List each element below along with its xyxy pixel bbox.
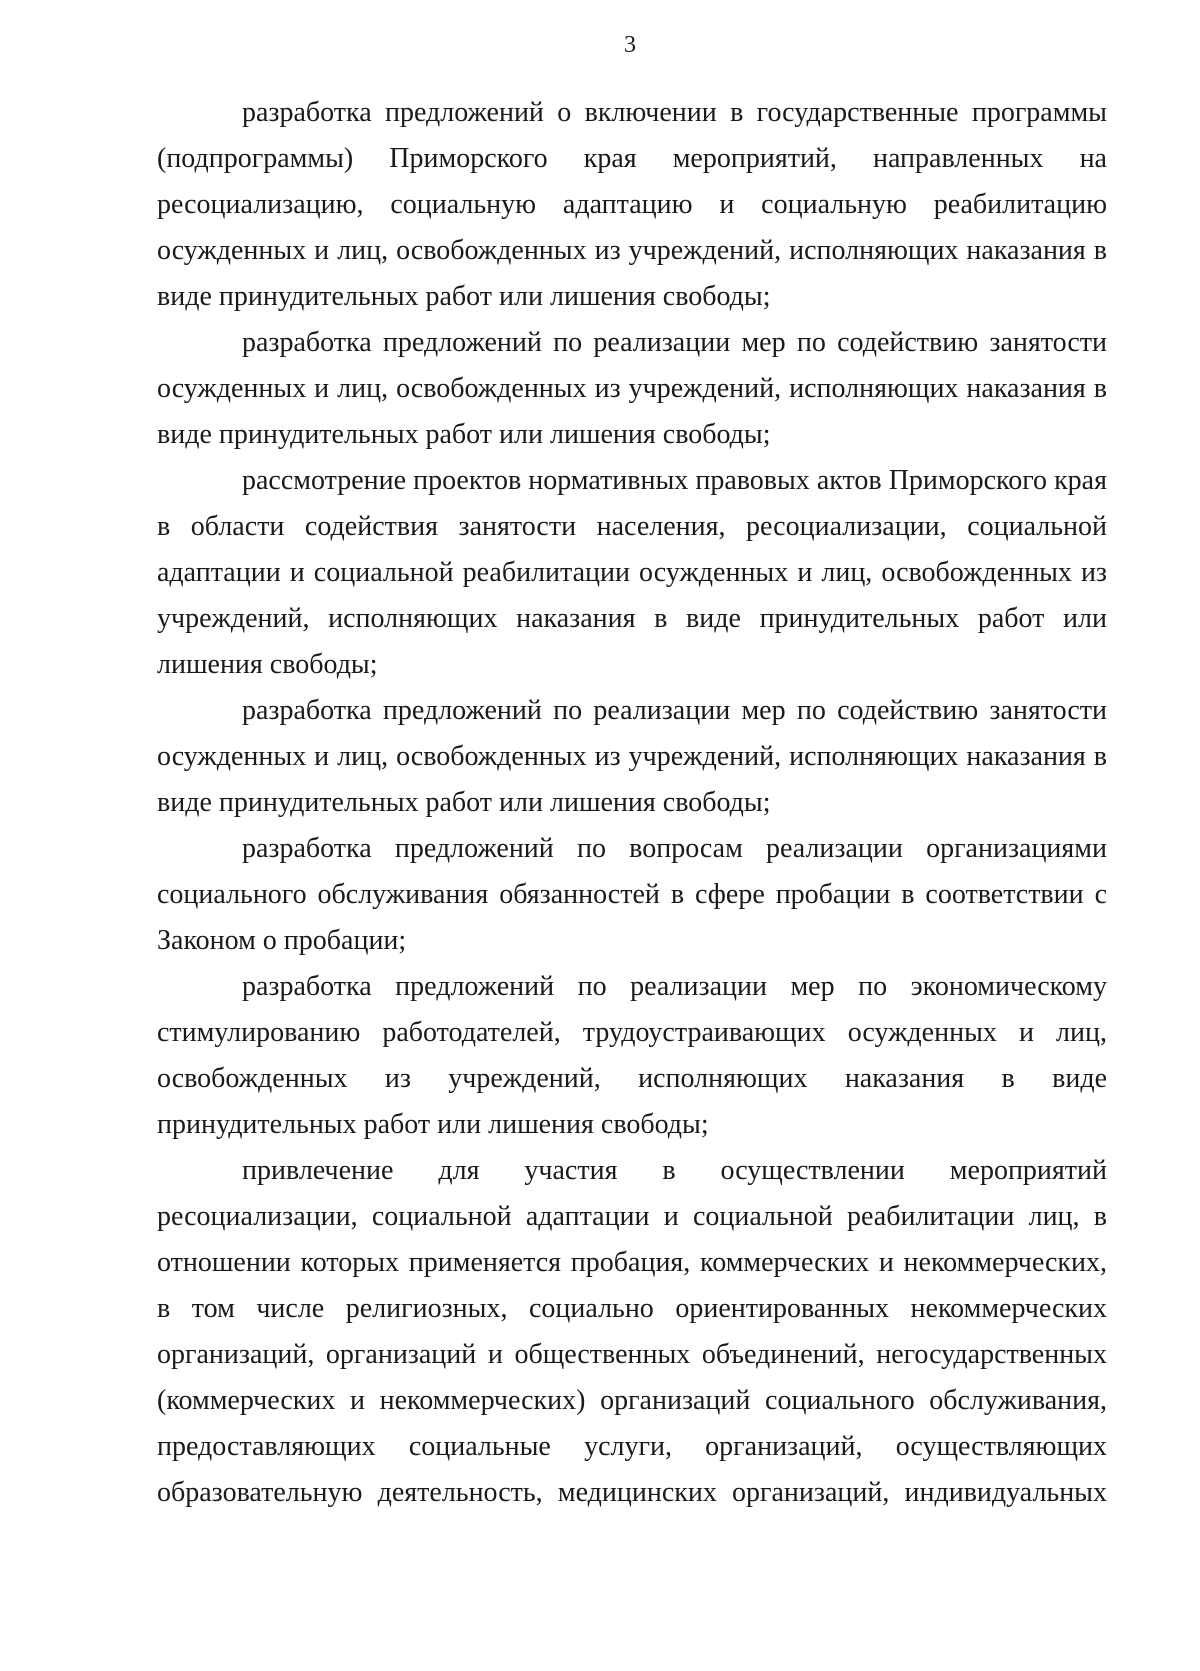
page-number: 3 (624, 32, 636, 58)
paragraph-proposals-state-programs: разработка предложений о включении в государственные программы (подпрограммы) Приморского края мероприятий, направленных на ресоциализацию, социальную адаптацию и социальную реабилитацию осужденных и лиц, освобожденных из учреждений, исполняющих наказания в виде принудительных работ или лишения свободы; (157, 97, 1107, 312)
paragraph-organizations-involvement: привлечение для участия в осуществлении мероприятий ресоциализации, социальной адаптации и социальной реабилитации лиц, в отношении которых применяется пробация, коммерческих и некоммерческих, в том числе религиозных, социально ориентированных некоммерческих организаций, организаций и общественных объединений, негосударственных (коммерческих и некоммерческих) организаций социального обслуживания, предоставляющих социальные услуги, организаций, осуществляющих образовательную деятельность, медицинских организаций, индивидуальных (157, 1155, 1107, 1508)
paragraph-review-legal-acts: рассмотрение проектов нормативных правовых актов Приморского края в области содействия занятости населения, ресоциализации, социальной адаптации и социальной реабилитации осужденных и лиц, освобожденных из учреждений, исполняющих наказания в виде принудительных работ или лишения свободы; (157, 465, 1107, 680)
document-body (157, 90, 1107, 1516)
paragraph-employment-measures: разработка предложений по реализации мер по содействию занятости осужденных и лиц, освобожденных из учреждений, исполняющих наказания в виде принудительных работ или лишения свободы; (157, 327, 1107, 450)
paragraph-employer-incentives: разработка предложений по реализации мер по экономическому стимулированию работодателей, трудоустраивающих осужденных и лиц, освобожденных из учреждений, исполняющих наказания в виде принудительных работ или лишения свободы; (157, 971, 1107, 1140)
paragraph-social-service-probation: разработка предложений по вопросам реализации организациями социального обслуживания обязанностей в сфере пробации в соответствии с Законом о пробации; (157, 833, 1107, 956)
paragraph-employment-measures-repeat: разработка предложений по реализации мер по содействию занятости осужденных и лиц, освобожденных из учреждений, исполняющих наказания в виде принудительных работ или лишения свободы; (157, 695, 1107, 818)
